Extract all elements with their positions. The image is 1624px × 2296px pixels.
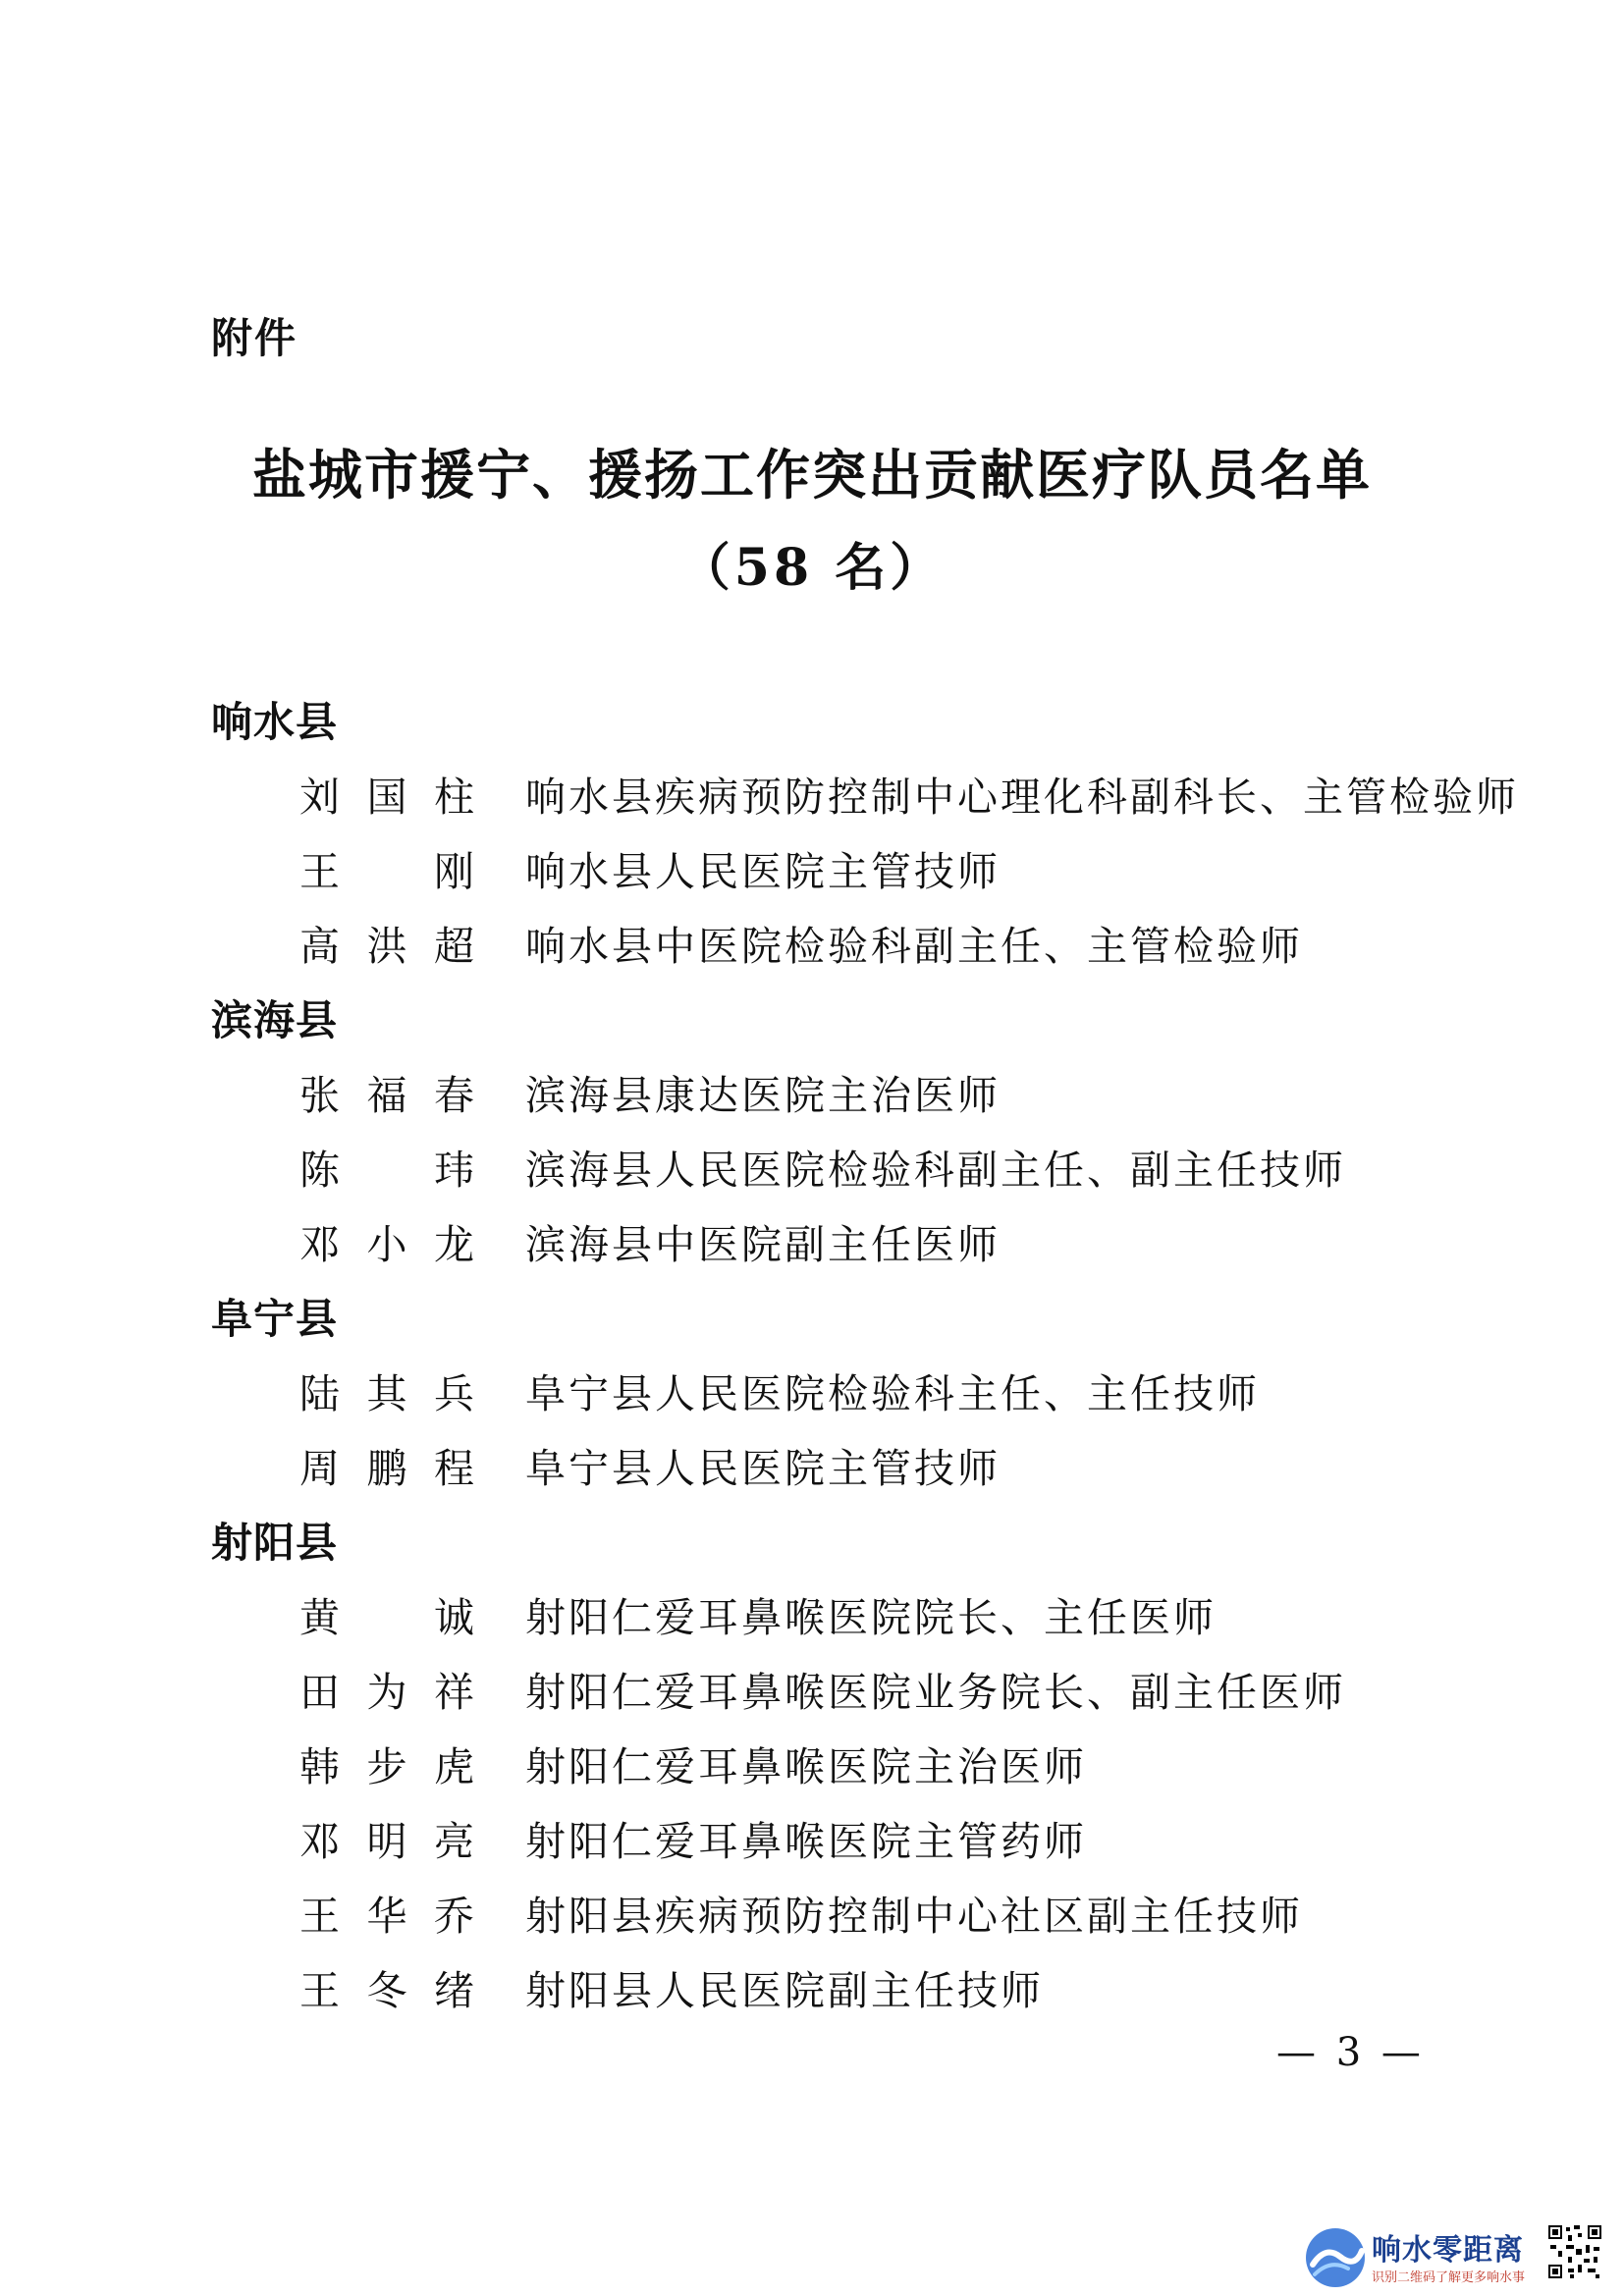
member-row bbox=[211, 1133, 1448, 1207]
member-row bbox=[211, 834, 1448, 909]
member-row bbox=[211, 760, 1519, 834]
member-title: 射阳仁爱耳鼻喉医院业务院长、副主任医师 bbox=[525, 1669, 1346, 1716]
page-number: — 3 — bbox=[1276, 2030, 1425, 2075]
member-title: 响水县人民医院主管技师 bbox=[525, 848, 1001, 895]
member-title: 射阳县人民医院副主任技师 bbox=[525, 1967, 1044, 2014]
county-heading: 阜宁县 bbox=[211, 1295, 339, 1343]
member-name: 黄诚 bbox=[299, 1594, 476, 1641]
member-name: 陈玮 bbox=[299, 1147, 476, 1194]
member-title: 射阳仁爱耳鼻喉医院院长、主任医师 bbox=[525, 1594, 1217, 1641]
member-title: 滨海县康达医院主治医师 bbox=[525, 1072, 1001, 1119]
member-title: 滨海县人民医院检验科副主任、副主任技师 bbox=[525, 1147, 1346, 1194]
document-title: 盐城市援宁、援扬工作突出贡献医疗队员名单 bbox=[251, 443, 1372, 507]
member-title: 响水县疾病预防控制中心理化科副科长、主管检验师 bbox=[525, 774, 1519, 821]
member-name: 刘国柱 bbox=[299, 774, 476, 821]
member-title: 响水县中医院检验科副主任、主管检验师 bbox=[525, 923, 1303, 970]
member-name: 韩步虎 bbox=[299, 1743, 476, 1790]
watermark-logo bbox=[1301, 2223, 1605, 2292]
watermark-brand: 响水零距离 bbox=[1372, 2233, 1524, 2268]
member-name: 王刚 bbox=[299, 848, 476, 895]
county-heading: 射阳县 bbox=[211, 1519, 339, 1567]
member-row bbox=[211, 1953, 1448, 2028]
member-row bbox=[211, 1058, 1448, 1133]
member-title: 射阳仁爱耳鼻喉医院主治医师 bbox=[525, 1743, 1087, 1790]
member-title: 射阳仁爱耳鼻喉医院主管药师 bbox=[525, 1818, 1087, 1865]
document-subtitle: （58 名） bbox=[678, 538, 946, 598]
member-name: 田为祥 bbox=[299, 1669, 476, 1716]
county-heading: 响水县 bbox=[211, 698, 339, 746]
member-name: 邓明亮 bbox=[299, 1818, 476, 1865]
member-row bbox=[211, 1580, 1448, 1655]
member-title: 阜宁县人民医院检验科主任、主任技师 bbox=[525, 1370, 1260, 1417]
qr-code-icon bbox=[1546, 2223, 1603, 2280]
wave-logo-icon bbox=[1301, 2223, 1370, 2292]
member-title: 阜宁县人民医院主管技师 bbox=[525, 1445, 1001, 1492]
attachment-label: 附件 bbox=[211, 314, 298, 362]
member-name: 高洪超 bbox=[299, 923, 476, 970]
member-row bbox=[211, 1730, 1448, 1804]
member-name: 王冬绪 bbox=[299, 1967, 476, 2014]
member-name: 邓小龙 bbox=[299, 1221, 476, 1268]
member-list bbox=[211, 685, 1519, 2028]
watermark-slogan: 识别二维码了解更多响水事 bbox=[1372, 2270, 1526, 2285]
member-row bbox=[211, 1357, 1448, 1431]
member-row bbox=[211, 1655, 1448, 1730]
member-name: 周鹏程 bbox=[299, 1445, 476, 1492]
member-row bbox=[211, 909, 1448, 984]
county-heading: 滨海县 bbox=[211, 996, 339, 1044]
member-row bbox=[211, 1431, 1448, 1506]
member-title: 滨海县中医院副主任医师 bbox=[525, 1221, 1001, 1268]
member-name: 陆其兵 bbox=[299, 1370, 476, 1417]
member-name: 张福春 bbox=[299, 1072, 476, 1119]
member-name: 王华乔 bbox=[299, 1893, 476, 1940]
member-row bbox=[211, 1879, 1448, 1953]
member-title: 射阳县疾病预防控制中心社区副主任技师 bbox=[525, 1893, 1303, 1940]
member-row bbox=[211, 1804, 1448, 1879]
member-row bbox=[211, 1207, 1448, 1282]
